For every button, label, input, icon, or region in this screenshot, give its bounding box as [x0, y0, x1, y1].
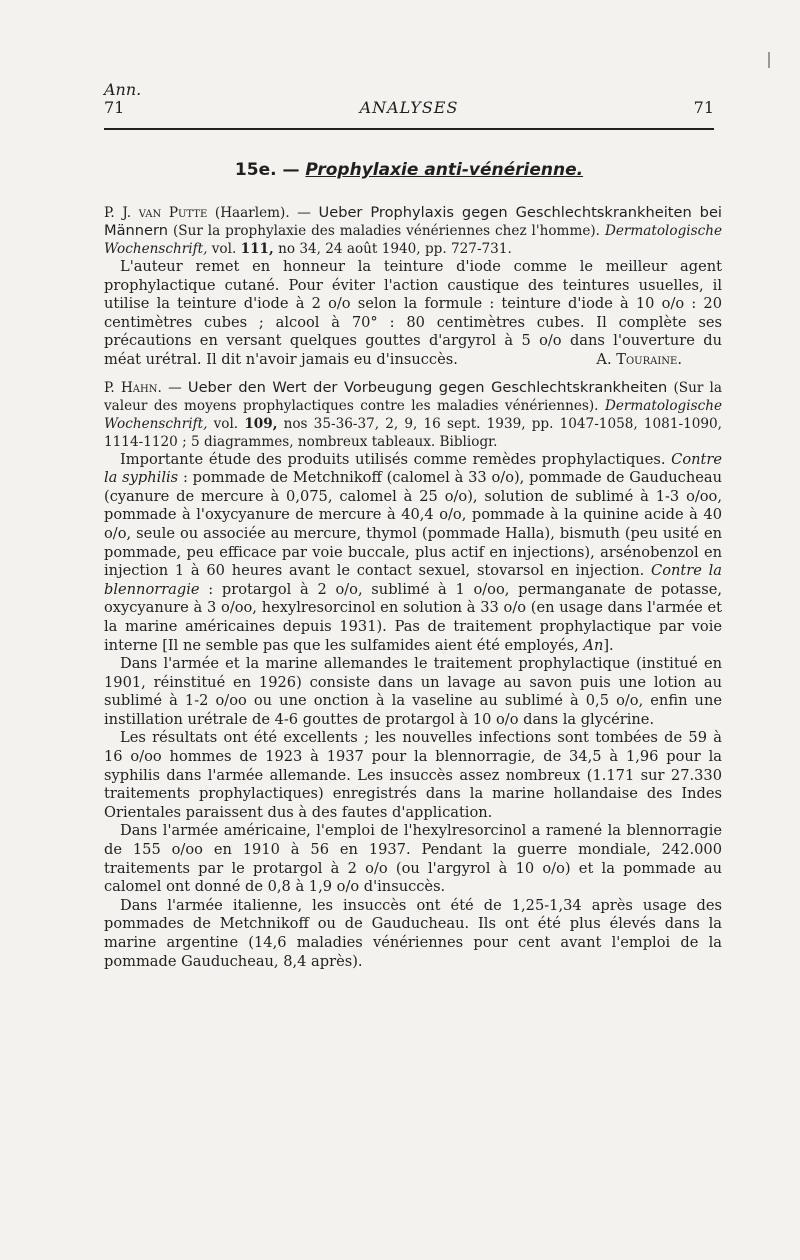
- paragraph-german-army: Dans l'armée et la marine allemandes le traitement prophylactique (institué en 1901, réinstitué en 1926) consiste dans un lavage au savon puis une lotion au sublimé à 1-2 o/oo ou une onction à la vaseline au sublimé à 0,5 o/o, enfin une instillation urétrale de 4-6 gouttes de protargol à 10 o/o dans la glycérine.: [104, 655, 722, 728]
- paragraph-american-army: Dans l'armée américaine, l'emploi de l'hexylresorcinol a ramené la blennorragie de 155 o/oo en 1910 à 56 en 1937. Pendant la guerre mondiale, 242.000 traitements par le protargol à 2 o/o (ou l'argyrol à 10 o/o) et la pommade au calomel ont donné de 0,8 à 1,9 o/o d'insuccès.: [104, 822, 722, 896]
- article1-reference: [104, 204, 722, 258]
- paragraph-italian-army: Dans l'armée italienne, les insuccès ont été de 1,25-1,34 après usage des pommades de Metchnikoff ou de Gauducheau. Ils ont été plus élevés dans la marine argentine (14,6 maladies vénériennes pour cent avant l'emploi de la pommade Gauducheau, 8,4 après).: [104, 896, 722, 970]
- journal-name: Dermatologische Wochenschrift,: [104, 223, 723, 257]
- reviewer-signature: A. Touraine.: [596, 350, 682, 368]
- section-dash: —: [282, 160, 300, 180]
- annotator-initials: An: [583, 636, 604, 654]
- paragraph-results: Les résultats ont été excellents ; les nouvelles infections sont tombées de 59 à 16 o/oo hommes de 1923 à 1937 pour la blennorragie, de 34,5 à 1,96 pour la syphilis dans l'armée allemande. Les insuccès assez nombreux (1.171 sur 27.330 traitements prophylactiques) enregistrés dans la marine hollandaise des Indes Orientales paraissent dus à des fautes d'application.: [104, 729, 722, 821]
- article1-abstract: L'auteur remet en honneur la teinture d'iode comme le meilleur agent prophylactique cutané. Pour éviter l'action caustique des teintures usuelles, il utilise la teinture d'iode à 2 o/o selon la formule : teinture d'iode à 10 o/o : 20 centimètres cubes ; alcool à 70° : 80 centimètres cubes. Il complète ses précautions en versant quelques gouttes d'argyrol à 5 o/o dans l'ouverture du méat urétral. Il dit n'avoir jamais eu d'insuccès.: [104, 258, 722, 368]
- reference-dash: —: [168, 379, 182, 396]
- volume-number: 109,: [244, 415, 278, 432]
- author-initial: P.: [104, 379, 115, 396]
- margin-mark: [768, 52, 770, 68]
- blennorrhagia-label: Contre la blennorragie: [104, 562, 722, 598]
- author-name: van Putte: [138, 205, 208, 221]
- article-title-german: Ueber den Wert der Vorbeugung gegen Geschlechtskrankheiten: [187, 378, 668, 396]
- header-rule: [104, 128, 714, 130]
- page-number-right: 71: [693, 98, 714, 117]
- volume-label: vol.: [213, 415, 239, 432]
- article2-reference: [104, 379, 722, 451]
- section-title: Prophylaxie anti-vénérienne.: [305, 160, 584, 180]
- section-number: 15e.: [234, 160, 277, 180]
- article-title-german: Ueber Prophylaxis gegen Geschlechtskrankheiten bei Männern: [104, 204, 722, 239]
- article-body: [104, 204, 722, 971]
- journal-abbreviation: Ann.: [104, 80, 142, 99]
- volume-number: 111,: [240, 241, 274, 257]
- volume-label: vol.: [211, 241, 237, 257]
- page-number-left: 71: [104, 98, 125, 117]
- author-name: Hahn.: [120, 379, 162, 396]
- journal-name: Dermatologische Wochenschrift,: [104, 397, 722, 432]
- author-location: (Haarlem). —: [214, 205, 311, 221]
- running-title: ANALYSES: [359, 98, 459, 117]
- section-heading: [104, 160, 714, 180]
- issue-info: nos 35-36-37, 2, 9, 16 sept. 1939, pp. 1047-1058, 1081-1090, 1114-1120 ; 5 diagrammes, nombreux tableaux. Bibliogr.: [104, 415, 722, 450]
- page-range: pp. 727-731.: [424, 241, 512, 257]
- issue-info: no 34, 24 août 1940,: [278, 241, 421, 257]
- article-title-french: (Sur la valeur des moyens prophylactiques contre les maladies vénériennes).: [104, 379, 722, 414]
- syphilis-label: Contre la syphilis: [104, 450, 723, 487]
- paragraph-prophylactic-products: Importante étude des produits utilisés comme remèdes prophylactiques. Contre la syphilis : pommade de Metchnikoff (calomel à 33 o/o), pommade de Gauducheau (cyanure de mercure à 0,075, calomel à 25 o/o), solution de sublimé à 1-3 o/oo, pommade à l'oxycyanure de mercure à 40,4 o/o, pommade à la quinine acide à 40 o/o, seule ou associée au mercure, thymol (pommade Halla), bismuth (peu usité en pommade, peu efficace par voie buccale, plus actif en injections), arsénobenzol en injection 1 à 60 heures avant le contact sexuel, stovarsol en injection. Contre la blennorragie : protargol à 2 o/o, sublimé à 1 o/oo, permanganate de potasse, oxycyanure à 3 o/oo, hexylresorcinol en solution à 33 o/o (en usage dans l'armée et la marine américaines depuis 1931). Pas de traitement prophylactique par voie interne [Il ne semble pas que les sulfamides aient été employés, An].: [104, 450, 723, 654]
- article-title-french: (Sur la prophylaxie des maladies vénériennes chez l'homme).: [172, 223, 601, 239]
- author-initial: P. J.: [104, 205, 132, 221]
